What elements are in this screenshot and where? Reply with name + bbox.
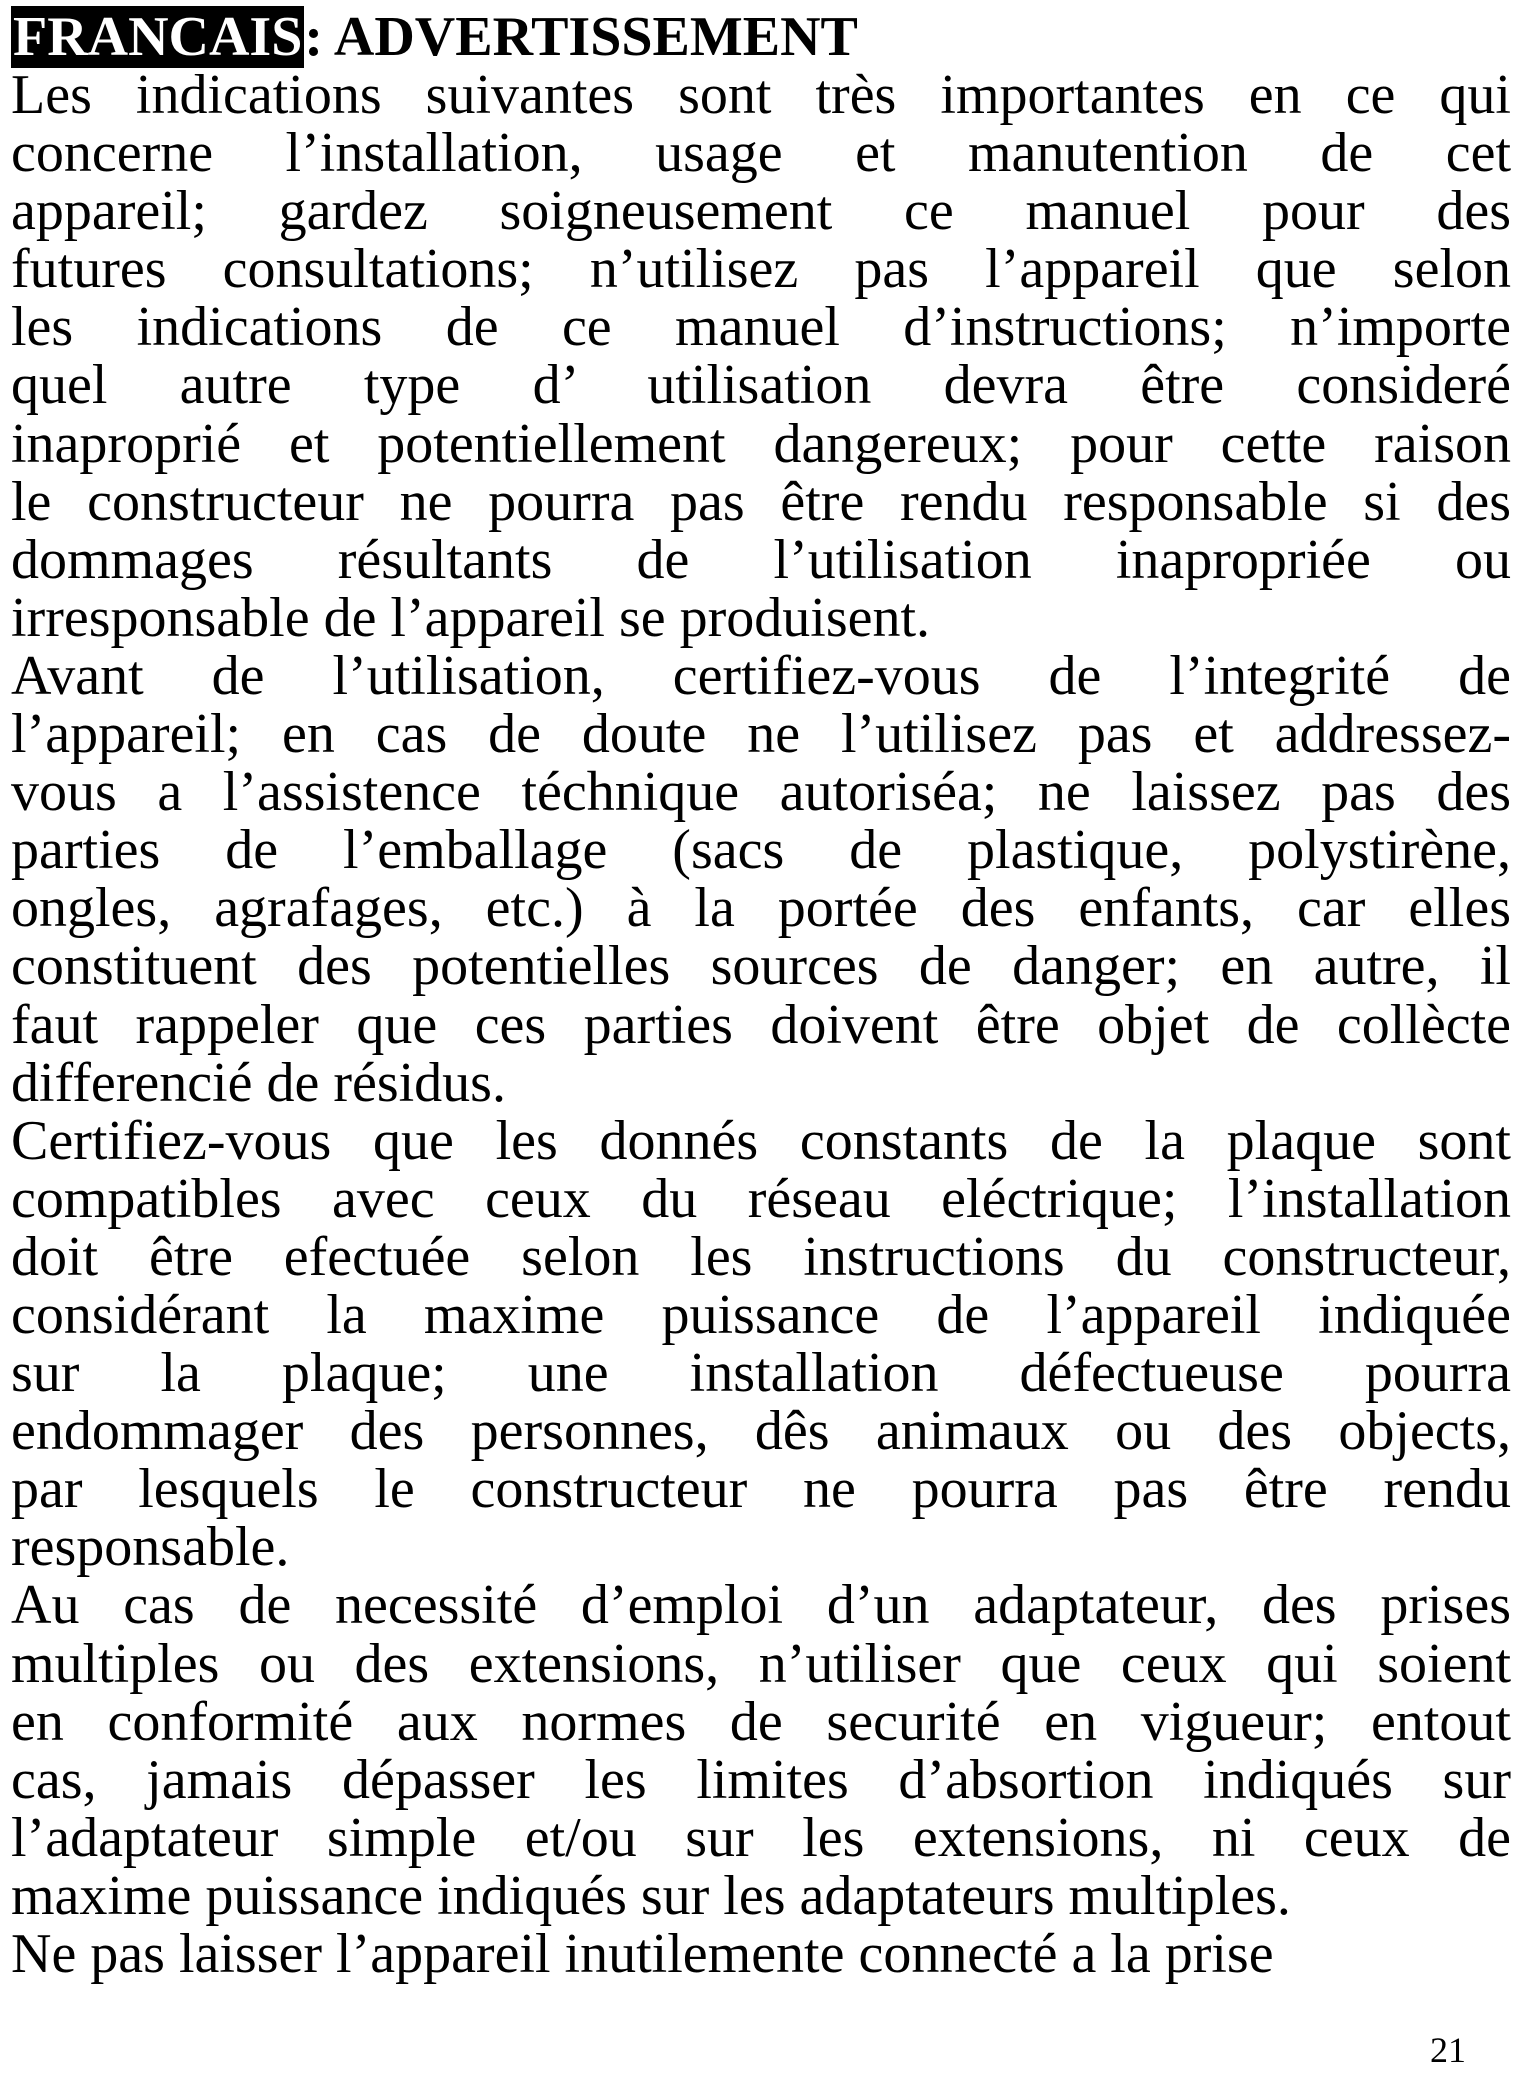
text-line: futures consultations; n’utilisez pas l’appareil que selon bbox=[11, 238, 1511, 301]
text-line: constituent des potentielles sources de danger; en autre, il bbox=[11, 935, 1511, 998]
text-line: parties de l’emballage (sacs de plastique, polystirène, bbox=[11, 819, 1511, 882]
text-line: Avant de l’utilisation, certifiez-vous de l’integrité de bbox=[11, 644, 1511, 707]
text-line: cas, jamais dépasser les limites d’absortion indiqués sur bbox=[11, 1748, 1511, 1811]
text-line: dommages résultants de l’utilisation inapropriée ou bbox=[11, 528, 1511, 591]
text-line: concerne l’installation, usage et manutention de cet bbox=[11, 122, 1511, 185]
text-line: le constructeur ne pourra pas être rendu responsable si des bbox=[11, 470, 1511, 533]
text-line: l’adaptateur simple et/ou sur les extensions, ni ceux de bbox=[11, 1806, 1511, 1869]
text-line: quel autre type d’ utilisation devra être consideré bbox=[11, 354, 1511, 417]
text-line: l’appareil; en cas de doute ne l’utilisez pas et addressez- bbox=[11, 703, 1511, 766]
text-line: endommager des personnes, dês animaux ou des objects, bbox=[11, 1400, 1511, 1463]
text-line: appareil; gardez soigneusement ce manuel pour des bbox=[11, 180, 1511, 243]
paragraph bbox=[11, 66, 1511, 647]
page-number: 21 bbox=[1430, 2030, 1466, 2070]
text-line: irresponsable de l’appareil se produisent. bbox=[11, 586, 931, 649]
body-text bbox=[11, 66, 1511, 1983]
text-line: considérant la maxime puissance de l’appareil indiquée bbox=[11, 1283, 1511, 1346]
text-line: doit être efectuée selon les instructions du constructeur, bbox=[11, 1225, 1511, 1288]
text-line: ongles, agrafages, etc.) à la portée des enfants, car elles bbox=[11, 877, 1511, 940]
paragraph bbox=[11, 1576, 1511, 1925]
text-line: par lesquels le constructeur ne pourra pas être rendu bbox=[11, 1458, 1511, 1521]
text-line: responsable. bbox=[11, 1516, 290, 1579]
section-heading bbox=[11, 8, 1511, 66]
heading-separator: : bbox=[304, 6, 334, 68]
paragraph bbox=[11, 1925, 1511, 1983]
text-line: faut rappeler que ces parties doivent être objet de collècte bbox=[11, 993, 1511, 1056]
paragraph bbox=[11, 644, 1511, 1114]
text-line: Ne pas laisser l’appareil inutilemente connecté a la prise bbox=[11, 1923, 1274, 1985]
paragraph bbox=[11, 1109, 1511, 1579]
text-line: maxime puissance indiqués sur les adaptateurs multiples. bbox=[11, 1864, 1291, 1927]
text-line: multiples ou des extensions, n’utiliser que ceux qui soient bbox=[11, 1632, 1511, 1695]
language-label: FRANCAIS bbox=[13, 6, 303, 68]
text-line: inaproprié et potentiellement dangereux; pour cette raison bbox=[11, 412, 1511, 475]
text-line: compatibles avec ceux du réseau eléctrique; l’installation bbox=[11, 1167, 1511, 1230]
text-line: sur la plaque; une installation défectueuse pourra bbox=[11, 1342, 1511, 1405]
text-line: en conformité aux normes de securité en vigueur; entout bbox=[11, 1690, 1511, 1753]
document-page bbox=[11, 8, 1511, 1983]
text-line: Au cas de necessité d’emploi d’un adaptateur, des prises bbox=[11, 1574, 1511, 1637]
text-line: les indications de ce manuel d’instructions; n’importe bbox=[11, 296, 1511, 359]
text-line: differencié de résidus. bbox=[11, 1051, 506, 1114]
text-line: vous a l’assistence téchnique autoriséa; ne laissez pas des bbox=[11, 761, 1511, 824]
text-line: Certifiez-vous que les donnés constants de la plaque sont bbox=[11, 1109, 1511, 1172]
heading-title: ADVERTISSEMENT bbox=[333, 6, 858, 68]
text-line: Les indications suivantes sont très importantes en ce qui bbox=[11, 64, 1511, 126]
